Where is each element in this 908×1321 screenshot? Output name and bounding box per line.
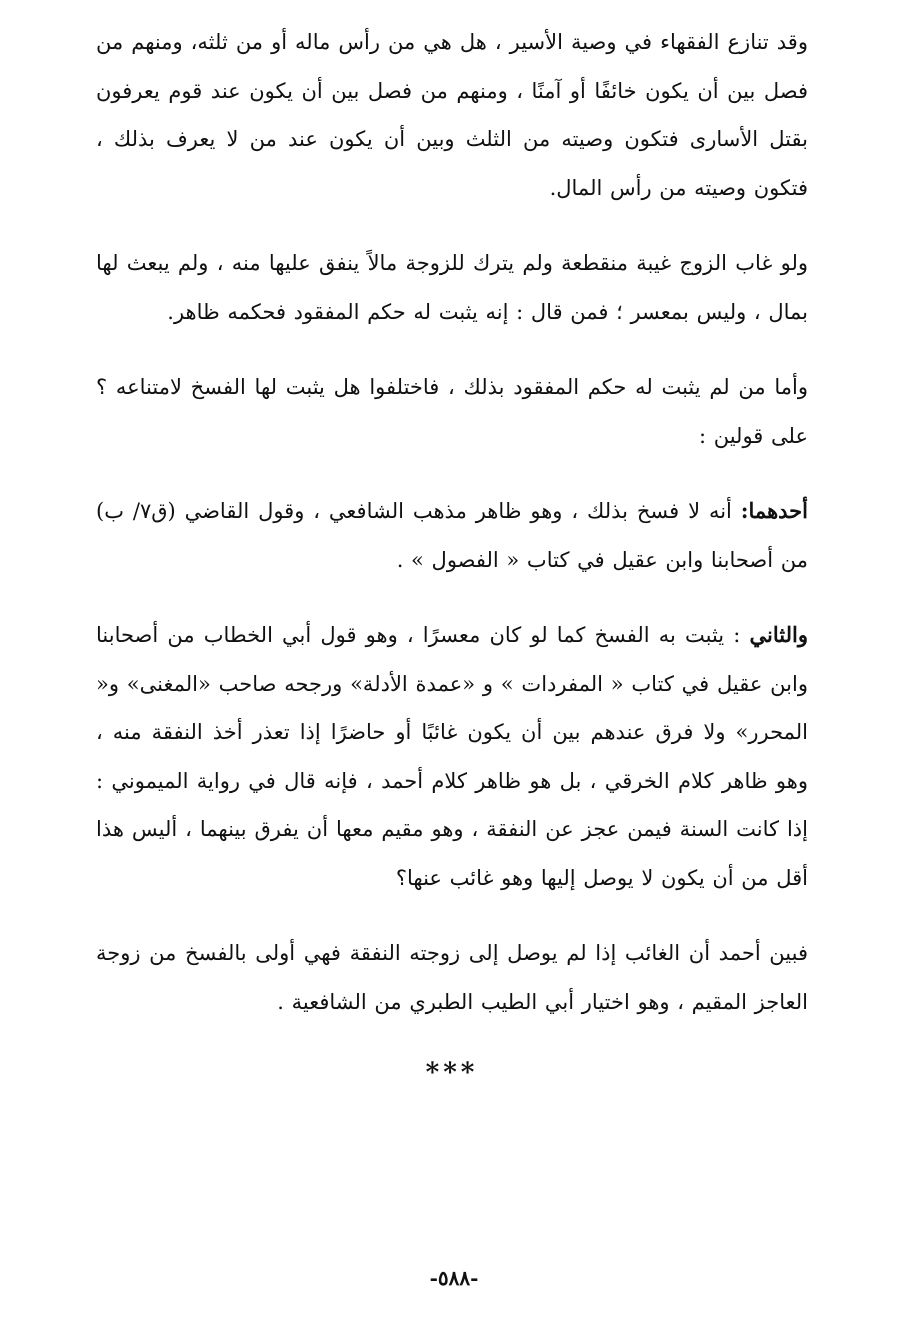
paragraph-text: وأما من لم يثبت له حكم المفقود بذلك ، فاختلفوا هل يثبت لها الفسخ لامتناعه ؟ على قولين :: [96, 375, 808, 448]
paragraph-text: وقد تنازع الفقهاء في وصية الأسير ، هل هي من رأس ماله أو من ثلثه، ومنهم من فصل بين أن يكون خائفًا أو آمنًا ، ومنهم من فصل بين أن يكون عند قوم يعرفون بقتل الأسارى فتكون وصيته من الثلث وبين أن يكون عند من لا يعرف بذلك ، فتكون وصيته من رأس المال.: [96, 30, 808, 200]
paragraph-text: : يثبت به الفسخ كما لو كان معسرًا ، وهو قول أبي الخطاب من أصحابنا وابن عقيل في كتاب « المفردات » و «عمدة الأدلة» ورجحه صاحب «المغنى» و« المحرر» ولا فرق عندهم بين أن يكون غائبًا أو حاضرًا إذا تعذر أخذ النفقة منه ، وهو ظاهر كلام الخرقي ، بل هو ظاهر كلام أحمد ، فإنه قال في رواية الميموني : إذا كانت السنة فيمن عجز عن النفقة ، وهو مقيم معها أن يفرق بينهما ، أليس هذا أقل من أن يكون لا يوصل إليها وهو غائب عنها؟: [96, 623, 808, 890]
paragraph-text: فبين أحمد أن الغائب إذا لم يوصل إلى زوجته النفقة فهي أولى بالفسخ من زوجة العاجز المقيم ، وهو اختيار أبي الطيب الطبري من الشافعية .: [96, 941, 808, 1014]
paragraph-second-opinion: [96, 611, 808, 902]
paragraph-captive-will: [96, 18, 808, 212]
paragraph-text: أنه لا فسخ بذلك ، وهو ظاهر مذهب الشافعي ، وقول القاضي (ق٧/ ب) من أصحابنا وابن عقيل في كتاب « الفصول » .: [96, 499, 808, 572]
paragraph-lead-first: أحدهما:: [740, 498, 808, 523]
section-separator: ***: [425, 1058, 479, 1088]
paragraph-ahmad-clarification: [96, 929, 808, 1026]
paragraph-text: ولو غاب الزوج غيبة منقطعة ولم يترك للزوجة مالاً ينفق عليها منه ، ولم يبعث لها بمال ، وليس بمعسر ؛ فمن قال : إنه يثبت له حكم المفقود فحكمه ظاهر.: [96, 251, 808, 324]
paragraph-lead-second: والثاني: [749, 622, 808, 647]
paragraph-two-opinions: [96, 363, 808, 460]
paragraph-absent-husband: [96, 239, 808, 336]
page-body: [96, 18, 808, 1093]
page-number: -٥٨٨-: [429, 1266, 479, 1290]
paragraph-first-opinion: [96, 487, 808, 584]
